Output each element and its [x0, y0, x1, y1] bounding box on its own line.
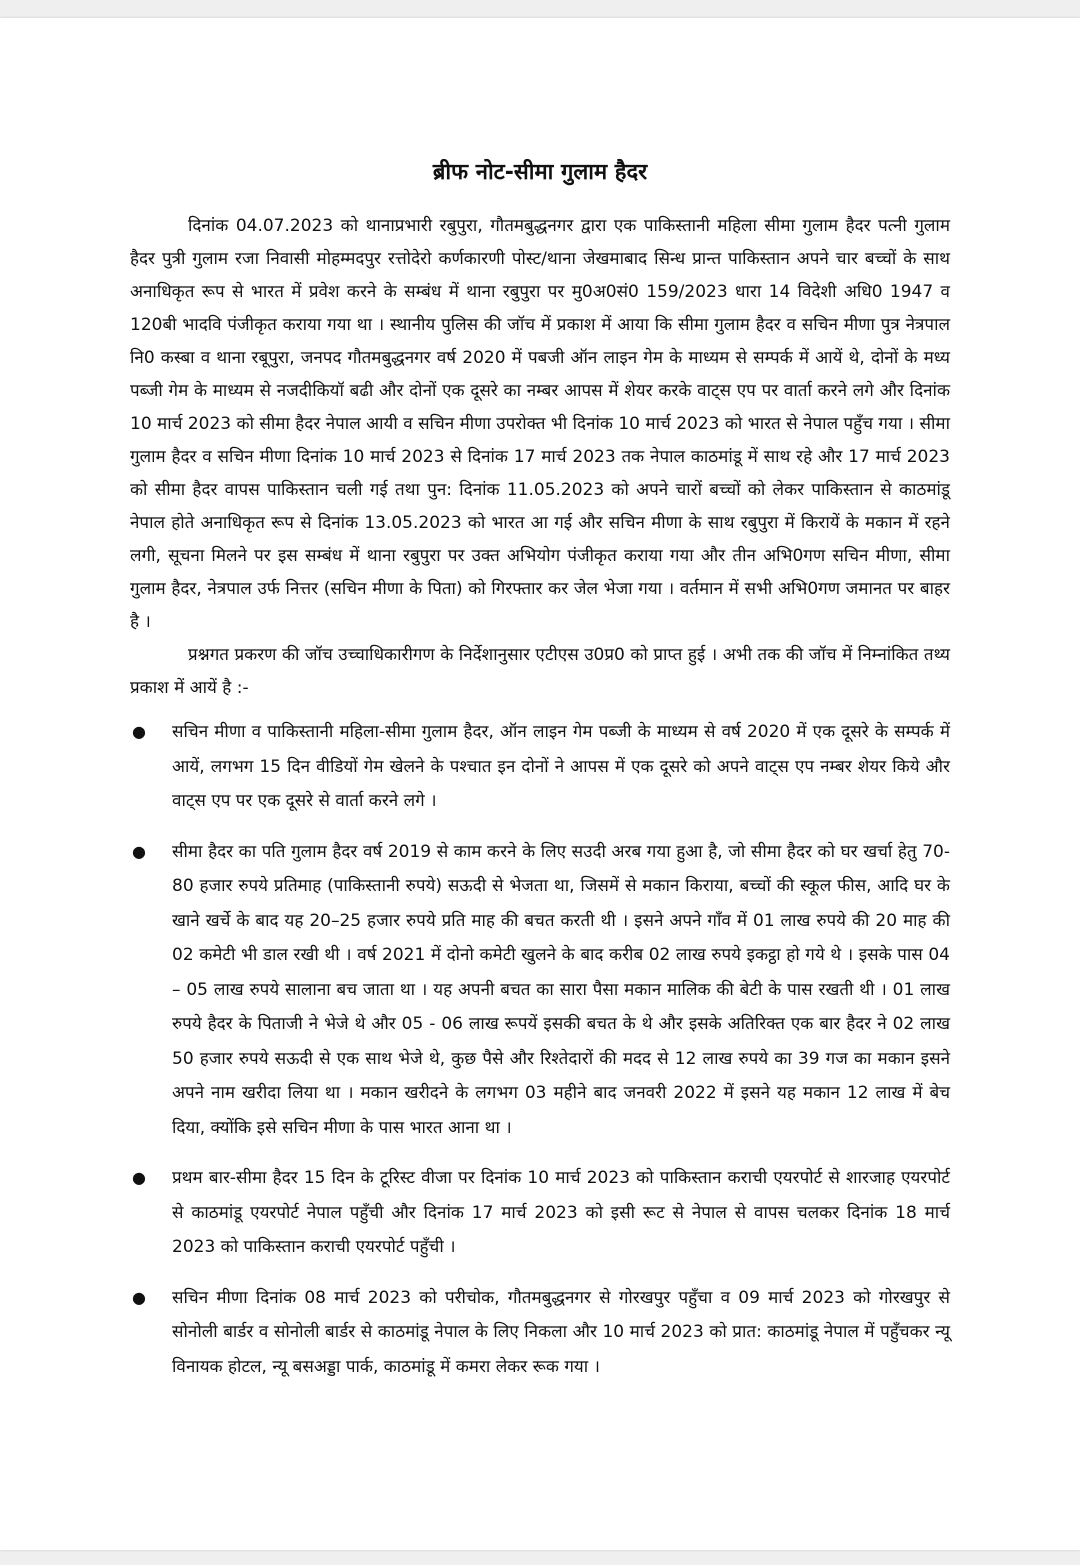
- investigation-paragraph: प्रश्नगत प्रकरण की जॉच उच्चाधिकारीगण के निर्देशानुसार एटीएस उ0प्र0 को प्राप्त हुई । अभी तक की जॉच में निम्नांकित तथ्य प्रकाश में आयें है :-: [130, 645, 950, 698]
- bullet-icon: ●: [132, 1287, 146, 1307]
- list-item: [130, 715, 950, 819]
- bullet-icon: ●: [132, 722, 146, 741]
- list-item: [130, 1161, 950, 1265]
- bullet-icon: ●: [132, 1168, 146, 1187]
- intro-paragraph: दिनांक 04.07.2023 को थानाप्रभारी रबुपुरा, गौतमबुद्धनगर द्वारा एक पाकिस्तानी महिला सीमा गुलाम हैदर पत्नी गुलाम हैदर पुत्री गुलाम रजा निवासी मोहम्मदपुर रत्तोदेरो कर्णकारणी पोस्ट/थाना जेखमाबाद सिन्ध प्रान्त पाकिस्तान अपने चार बच्चों के साथ अनाधिकृत रूप से भारत में प्रवेश करने के सम्बंध में थाना रबुपुरा पर मु0अ0सं0 159/2023 धारा 14 विदेशी अधि0 1947 व 120बी भादवि पंजीकृत कराया गया था । स्थानीय पुलिस की जॉच में प्रकाश में आया कि सीमा गुलाम हैदर व सचिन मीणा पुत्र नेत्रपाल नि0 कस्बा व थाना रबूपुरा, जनपद गौतमबुद्धनगर वर्ष 2020 में पबजी ऑन लाइन गेम के माध्यम से सम्पर्क में आयें थे, दोनों के मध्य पब्जी गेम के माध्यम से नजदीकियॉ बढी और दोनों एक दूसरे का नम्बर आपस में शेयर करके वाट्स एप पर वार्ता करने लगे और दिनांक 10 मार्च 2023 को सीमा हैदर नेपाल आयी व सचिन मीणा उपरोक्त भी दिनांक 10 मार्च 2023 को भारत से नेपाल पहुँच गया । सीमा गुलाम हैदर व सचिन मीणा दिनांक 10 मार्च 2023 से दिनांक 17 मार्च 2023 तक नेपाल काठमांडू में साथ रहे और 17 मार्च 2023 को सीमा हैदर वापस पाकिस्तान चली गई तथा पुन: दिनांक 11.05.2023 को अपने चारों बच्चों को लेकर पाकिस्तान से काठमांडू नेपाल होते अनाधिकृत रूप से दिनांक 13.05.2023 को भारत आ गई और सचिन मीणा के साथ रबुपुरा में किरायें के मकान में रहने लगी, सूचना मिलने पर इस सम्बंध में थाना रबुपुरा पर उक्त अभियोग पंजीकृत कराया गया और तीन अभि0गण सचिन मीणा, सीमा गुलाम हैदर, नेत्रपाल उर्फ नित्तर (सचिन मीणा के पिता) को गिरफ्तार कर जेल भेजा गया । वर्तमान में सभी अभि0गण जमानत पर बाहर है ।: [130, 216, 950, 632]
- list-item-text: प्रथम बार-सीमा हैदर 15 दिन के टूरिस्ट वीजा पर दिनांक 10 मार्च 2023 को पाकिस्तान कराची एयरपोर्ट से शारजाह एयरपोर्ट से काठमांडू एयरपोर्ट नेपाल पहुँची और दिनांक 17 मार्च 2023 को इसी रूट से नेपाल से वापस चलकर दिनांक 18 मार्च 2023 को पाकिस्तान कराची एयरपोर्ट पहुँची ।: [172, 1168, 950, 1257]
- document-body: [130, 158, 950, 1400]
- list-item: [130, 835, 950, 1146]
- list-item-text: सीमा हैदर का पति गुलाम हैदर वर्ष 2019 से काम करने के लिए सउदी अरब गया हुआ है, जो सीमा हैदर को घर खर्चा हेतु 70-80 हजार रुपये प्रतिमाह (पाकिस्तानी रुपये) सऊदी से भेजता था, जिसमें से मकान किराया, बच्चों की स्कूल फीस, आदि घर के खाने खर्चे के बाद यह 20–25 हजार रुपये प्रति माह की बचत करती थी । इसने अपने गाँव में 01 लाख रुपये की 20 माह की 02 कमेटी भी डाल रखी थी । वर्ष 2021 में दोनो कमेटी खुलने के बाद करीब 02 लाख रुपये इकट्ठा हो गये थे । इसके पास 04 – 05 लाख रुपये सालाना बच जाता था । यह अपनी बचत का सारा पैसा मकान मालिक की बेटी के पास रखती थी । 01 लाख रुपये हैदर के पिताजी ने भेजे थे और 05 - 06 लाख रूपयें इसकी बचत के थे और इसके अतिरिक्त एक बार हैदर ने 02 लाख 50 हजार रुपये सऊदी से एक साथ भेजे थे, कुछ पैसे और रिश्तेदारों की मदद से 12 लाख रुपये का 39 गज का मकान इसने अपने नाम खरीदा लिया था । मकान खरीदने के लगभग 03 महीने बाद जनवरी 2022 में इसने यह मकान 12 लाख में बेच दिया, क्योंकि इसे सचिन मीणा के पास भारत आना था ।: [172, 841, 950, 1138]
- facts-list: [130, 715, 950, 1384]
- bullet-icon: ●: [132, 841, 146, 861]
- document-title: ब्रीफ नोट-सीमा गुलाम हैदर: [432, 160, 648, 185]
- list-item-text: सचिन मीणा दिनांक 08 मार्च 2023 को परीचोक, गौतमबुद्धनगर से गोरखपुर पहुँचा व 09 मार्च 2023 को गोरखपुर से सोनोली बार्डर व सोनोली बार्डर से काठमांडू नेपाल के लिए निकला और 10 मार्च 2023 को प्रात: काठमांडू नेपाल में पहुँचकर न्यू विनायक होटल, न्यू बसअड्डा पार्क, काठमांडू में कमरा लेकर रूक गया ।: [172, 1287, 950, 1377]
- list-item-text: सचिन मीणा व पाकिस्तानी महिला-सीमा गुलाम हैदर, ऑन लाइन गेम पब्जी के माध्यम से वर्ष 2020 में एक दूसरे के सम्पर्क में आयें, लगभग 15 दिन वीडियों गेम खेलने के पश्चात इन दोनों ने आपस में एक दूसरे को अपने वाट्स एप नम्बर शेयर किये और वाट्स एप पर एक दूसरे से वार्ता करने लगे ।: [172, 722, 950, 811]
- document-page: [0, 18, 1080, 1550]
- list-item: [130, 1281, 950, 1385]
